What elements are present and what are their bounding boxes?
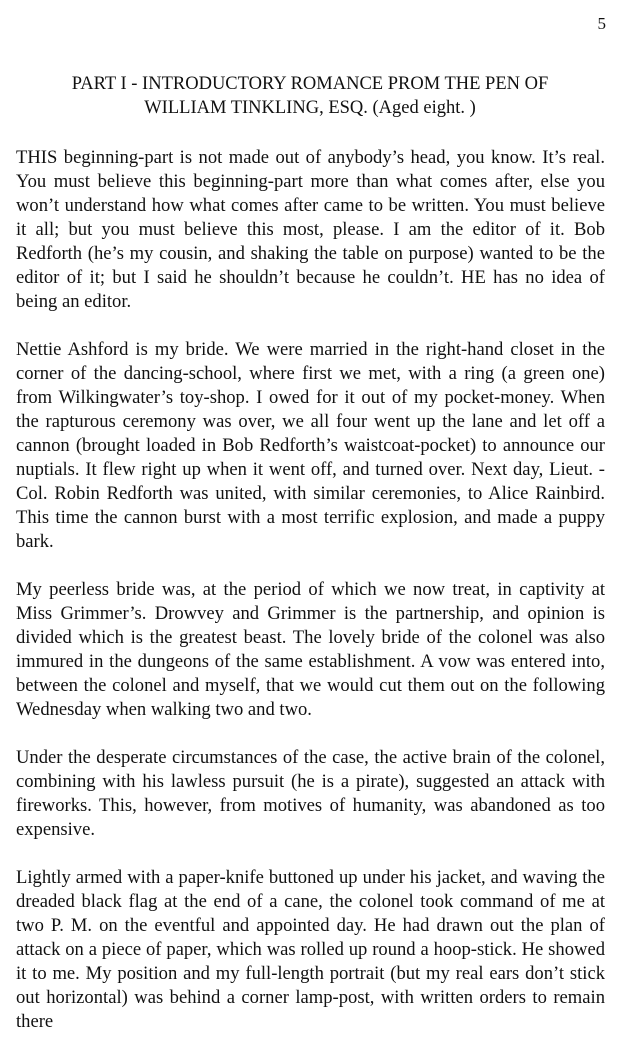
body-text bbox=[16, 146, 605, 1058]
chapter-heading-line-1: PART I - INTRODUCTORY ROMANCE PROM THE PEN OF bbox=[71, 74, 549, 94]
page-number: 5 bbox=[597, 14, 606, 33]
paragraph-2: Nettie Ashford is my bride. We were married in the right-hand closet in the corner of the dancing-school, where first we met, with a ring (a green one) from Wilkingwater’s toy-shop. I owed for it out of my pocket-money. When the rapturous ceremony was over, we all four went up the lane and let off a cannon (brought loaded in Bob Redforth’s waistcoat-pocket) to announce our nuptials. It flew right up when it went off, and turned over. Next day, Lieut. - Col. Robin Redforth was united, with similar ceremonies, to Alice Rainbird. This time the cannon burst with a most terrific explosion, and made a puppy bark. bbox=[16, 339, 605, 552]
chapter-heading-line-2: WILLIAM TINKLING, ESQ. (Aged eight. ) bbox=[144, 98, 476, 118]
paragraph-5: Lightly armed with a paper-knife buttoned up under his jacket, and waving the dreaded black flag at the end of a cane, the colonel took command of me at two P. M. on the eventful and appointed day. He had drawn out the plan of attack on a piece of paper, which was rolled up round a hoop-stick. He showed it to me. My position and my full-length portrait (but my real ears don’t stick out horizontal) was behind a corner lamp-post, with written orders to remain there bbox=[16, 867, 605, 1032]
paragraph-1: THIS beginning-part is not made out of anybody’s head, you know. It’s real. You must believe this beginning-part more than what comes after, else you won’t understand how what comes after came to be written. You must believe it all; but you must believe this most, please. I am the editor of it. Bob Redforth (he’s my cousin, and shaking the table on purpose) wanted to be the editor of it; but I said he shouldn’t because he couldn’t. HE has no idea of being an editor. bbox=[16, 147, 605, 312]
paragraph-4: Under the desperate circumstances of the case, the active brain of the colonel, combining with his lawless pursuit (he is a pirate), suggested an attack with fireworks. This, however, from motives of humanity, was abandoned as too expensive. bbox=[16, 747, 605, 840]
chapter-heading bbox=[0, 72, 620, 120]
paragraph-3: My peerless bride was, at the period of which we now treat, in captivity at Miss Grimmer’s. Drowvey and Grimmer is the partnership, and opinion is divided which is the greatest beast. The lovely bride of the colonel was also immured in the dungeons of the same establishment. A vow was entered into, between the colonel and myself, that we would cut them out on the following Wednesday when walking two and two. bbox=[16, 579, 605, 720]
